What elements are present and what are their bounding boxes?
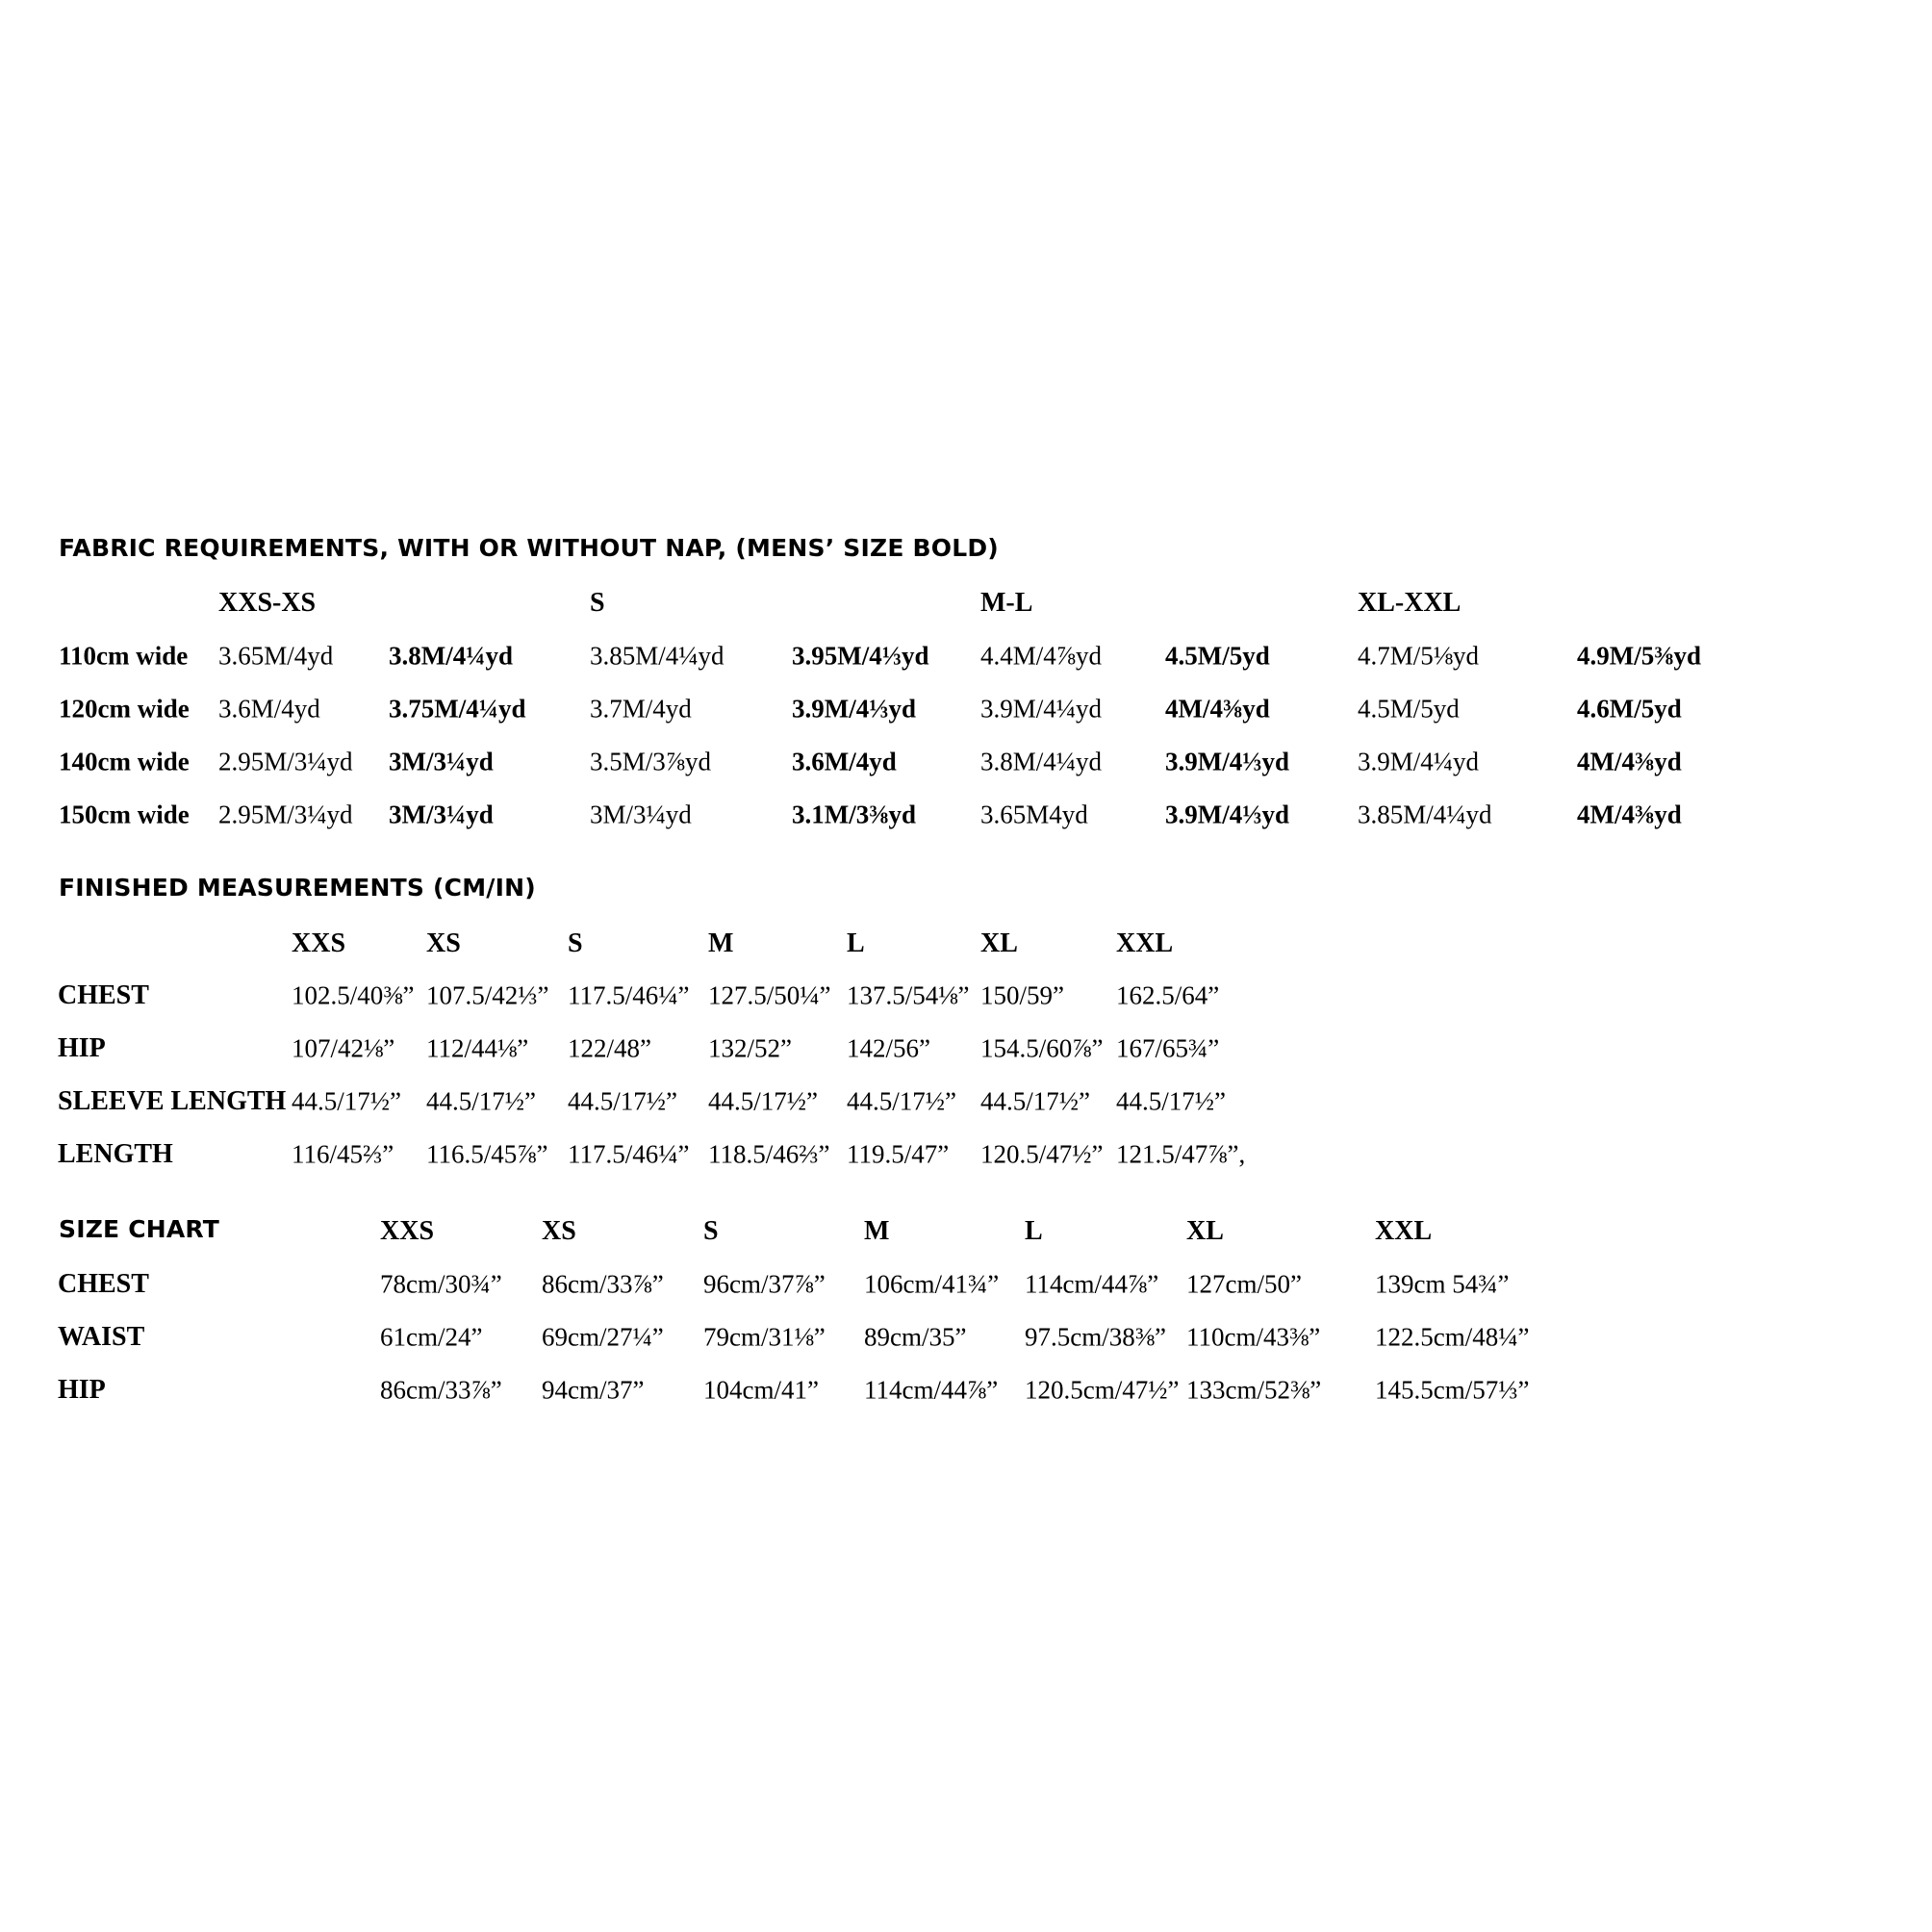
size-cell: 89cm/35”	[864, 1322, 967, 1352]
size-cell: 78cm/30¾”	[380, 1269, 502, 1299]
size-cell: 127cm/50”	[1186, 1269, 1302, 1299]
size-header: XXS	[380, 1216, 435, 1246]
fabric-requirements-title: FABRIC REQUIREMENTS, WITH OR WITHOUT NAP, (MENS’ SIZE BOLD)	[59, 534, 999, 562]
size-header: XXL	[1375, 1216, 1433, 1246]
measurement-cell: 44.5/17½”	[426, 1086, 536, 1116]
measurement-cell: 150/59”	[980, 980, 1064, 1010]
row-label: HIP	[58, 1033, 106, 1063]
fabric-cell: 3.9M/4¼yd	[1358, 747, 1480, 776]
size-cell: 97.5cm/38⅜”	[1025, 1322, 1166, 1352]
measurement-cell: 44.5/17½”	[292, 1086, 401, 1116]
size-header: L	[1025, 1216, 1043, 1246]
measurement-cell: 120.5/47½”	[980, 1139, 1104, 1169]
fabric-cell: 3M/3¼yd	[389, 800, 494, 829]
measurement-cell: 162.5/64”	[1116, 980, 1220, 1010]
measurement-cell: 122/48”	[568, 1033, 651, 1063]
size-cell: 104cm/41”	[703, 1375, 819, 1405]
size-cell: 94cm/37”	[542, 1375, 645, 1405]
measurement-cell: 44.5/17½”	[568, 1086, 677, 1116]
measurement-cell: 167/65¾”	[1116, 1033, 1220, 1063]
size-cell: 69cm/27¼”	[542, 1322, 664, 1352]
fabric-cell: 3.9M/4⅓yd	[792, 694, 917, 724]
row-label: HIP	[58, 1375, 106, 1405]
fabric-cell: 2.95M/3¼yd	[218, 800, 353, 829]
fabric-cell: 3M/3¼yd	[389, 747, 494, 776]
size-header: XXL	[1116, 928, 1174, 958]
measurement-cell: 154.5/60⅞”	[980, 1033, 1104, 1063]
size-group-header: XL-XXL	[1358, 588, 1462, 618]
measurement-cell: 117.5/46¼”	[568, 980, 690, 1010]
measurement-cell: 116/45⅔”	[292, 1139, 394, 1169]
size-cell: 120.5cm/47½”	[1025, 1375, 1180, 1405]
measurement-cell: 142/56”	[847, 1033, 930, 1063]
fabric-cell: 3.95M/4⅓yd	[792, 641, 929, 671]
measurement-cell: 118.5/46⅔”	[708, 1139, 830, 1169]
size-cell: 139cm 54¾”	[1375, 1269, 1510, 1299]
fabric-cell: 4.6M/5yd	[1577, 694, 1682, 724]
fabric-cell: 4M/4⅜yd	[1165, 694, 1270, 724]
size-header: S	[568, 928, 583, 958]
size-header: XS	[426, 928, 461, 958]
fabric-cell: 3.8M/4¼yd	[389, 641, 514, 671]
row-label: 140cm wide	[59, 747, 190, 776]
row-label: 110cm wide	[59, 641, 189, 671]
row-label: WAIST	[58, 1322, 145, 1352]
fabric-cell: 4M/4⅜yd	[1577, 800, 1682, 829]
row-label: 150cm wide	[59, 800, 190, 829]
measurement-cell: 112/44⅛”	[426, 1033, 529, 1063]
measurement-cell: 44.5/17½”	[980, 1086, 1090, 1116]
fabric-cell: 3.8M/4¼yd	[980, 747, 1103, 776]
size-cell: 133cm/52⅜”	[1186, 1375, 1322, 1405]
size-group-header: M-L	[980, 588, 1033, 618]
measurement-cell: 107.5/42⅓”	[426, 980, 549, 1010]
fabric-cell: 3.75M/4¼yd	[389, 694, 526, 724]
size-group-header: S	[590, 588, 605, 618]
size-cell: 122.5cm/48¼”	[1375, 1322, 1530, 1352]
row-label: 120cm wide	[59, 694, 190, 724]
fabric-cell: 4.5M/5yd	[1165, 641, 1270, 671]
size-header: M	[708, 928, 734, 958]
fabric-cell: 3.6M/4yd	[792, 747, 897, 776]
fabric-cell: 3.85M/4¼yd	[590, 641, 724, 671]
measurement-cell: 127.5/50¼”	[708, 980, 831, 1010]
fabric-cell: 3.1M/3⅜yd	[792, 800, 917, 829]
size-header: S	[703, 1216, 719, 1246]
measurement-cell: 132/52”	[708, 1033, 792, 1063]
measurement-cell: 44.5/17½”	[708, 1086, 818, 1116]
size-header: M	[864, 1216, 890, 1246]
measurement-cell: 116.5/45⅞”	[426, 1139, 548, 1169]
fabric-cell: 2.95M/3¼yd	[218, 747, 353, 776]
size-cell: 110cm/43⅜”	[1186, 1322, 1321, 1352]
measurement-cell: 102.5/40⅜”	[292, 980, 415, 1010]
size-chart-title: SIZE CHART	[59, 1215, 220, 1243]
measurement-cell: 119.5/47”	[847, 1139, 950, 1169]
size-header: XS	[542, 1216, 576, 1246]
size-cell: 145.5cm/57⅓”	[1375, 1375, 1530, 1405]
fabric-cell: 3.65M/4yd	[218, 641, 334, 671]
fabric-cell: 3.9M/4¼yd	[980, 694, 1103, 724]
row-label: CHEST	[58, 1269, 149, 1299]
size-header: L	[847, 928, 865, 958]
row-label: CHEST	[58, 980, 149, 1010]
size-header: XL	[980, 928, 1018, 958]
fabric-cell: 4.5M/5yd	[1358, 694, 1460, 724]
fabric-cell: 3.7M/4yd	[590, 694, 692, 724]
size-cell: 86cm/33⅞”	[380, 1375, 502, 1405]
fabric-cell: 3.6M/4yd	[218, 694, 320, 724]
row-label: LENGTH	[58, 1139, 173, 1169]
fabric-cell: 4M/4⅜yd	[1577, 747, 1682, 776]
fabric-cell: 4.9M/5⅜yd	[1577, 641, 1702, 671]
fabric-cell: 3.85M/4¼yd	[1358, 800, 1492, 829]
size-cell: 114cm/44⅞”	[864, 1375, 999, 1405]
fabric-cell: 3M/3¼yd	[590, 800, 692, 829]
fabric-cell: 3.9M/4⅓yd	[1165, 747, 1290, 776]
fabric-cell: 4.4M/4⅞yd	[980, 641, 1103, 671]
row-label: SLEEVE LENGTH	[58, 1086, 287, 1116]
size-cell: 114cm/44⅞”	[1025, 1269, 1159, 1299]
size-cell: 96cm/37⅞”	[703, 1269, 826, 1299]
fabric-cell: 3.65M4yd	[980, 800, 1088, 829]
fabric-cell: 3.5M/3⅞yd	[590, 747, 712, 776]
finished-measurements-title: FINISHED MEASUREMENTS (CM/IN)	[59, 874, 536, 902]
measurement-cell: 117.5/46¼”	[568, 1139, 690, 1169]
measurement-cell: 137.5/54⅛”	[847, 980, 970, 1010]
fabric-cell: 4.7M/5⅛yd	[1358, 641, 1480, 671]
size-group-header: XXS-XS	[218, 588, 317, 618]
measurement-cell: 44.5/17½”	[847, 1086, 956, 1116]
size-cell: 61cm/24”	[380, 1322, 483, 1352]
measurement-cell: 121.5/47⅞”,	[1116, 1139, 1246, 1169]
size-header: XL	[1186, 1216, 1224, 1246]
size-cell: 86cm/33⅞”	[542, 1269, 664, 1299]
size-cell: 106cm/41¾”	[864, 1269, 1000, 1299]
size-cell: 79cm/31⅛”	[703, 1322, 826, 1352]
size-header: XXS	[292, 928, 346, 958]
measurement-cell: 44.5/17½”	[1116, 1086, 1226, 1116]
measurement-cell: 107/42⅛”	[292, 1033, 395, 1063]
fabric-cell: 3.9M/4⅓yd	[1165, 800, 1290, 829]
